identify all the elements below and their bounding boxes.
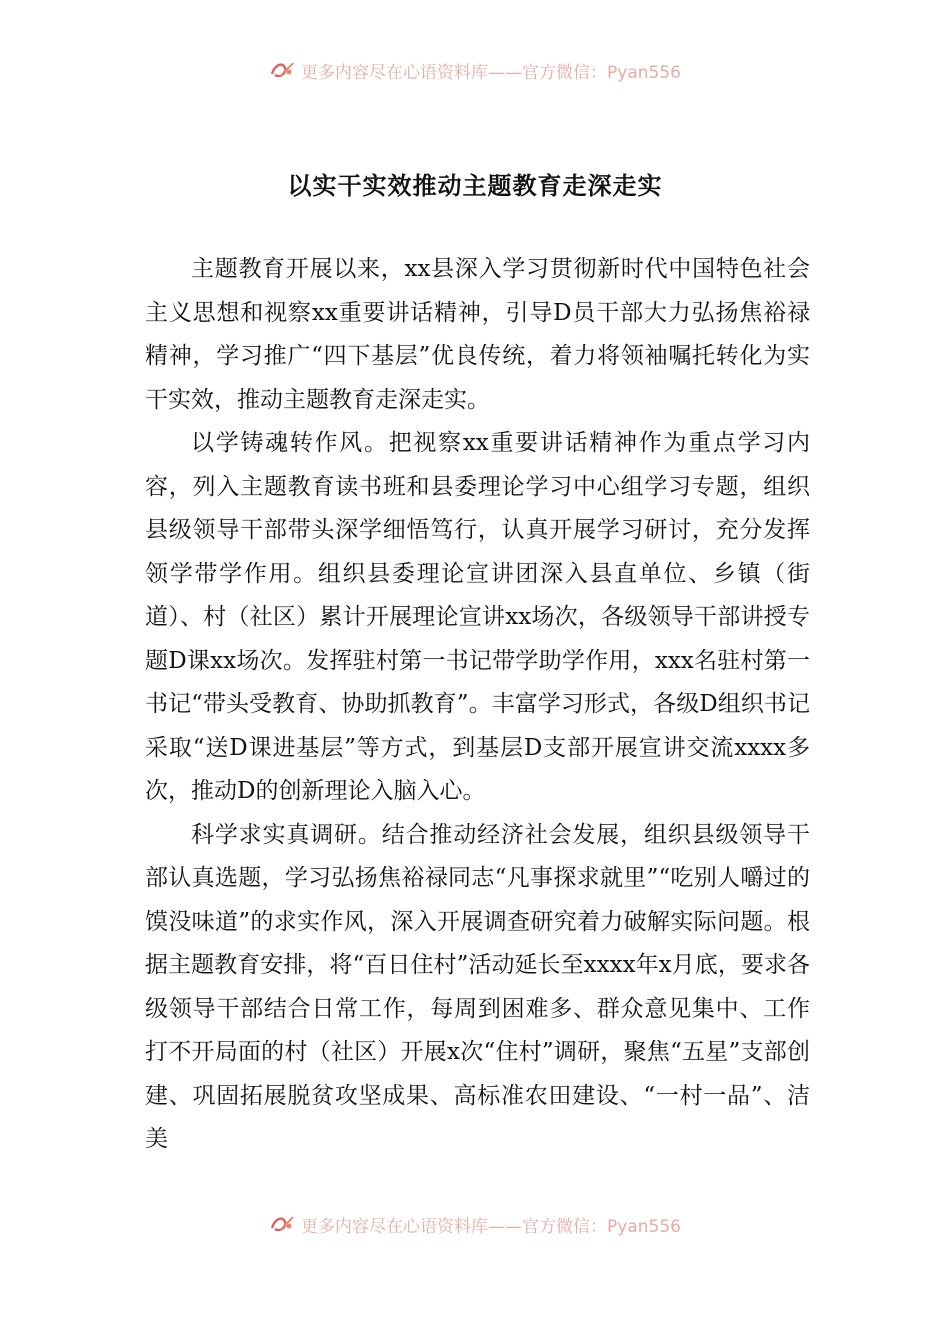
document-title: 以实干实效推动主题教育走深走实 (287, 171, 663, 200)
document-body (145, 248, 810, 1162)
watermark-text: 更多内容尽在心语资料库——官方微信：Pyan556 (301, 1216, 681, 1237)
watermark-footer (0, 1212, 950, 1236)
watermark-header (0, 58, 950, 82)
logo-icon (269, 1214, 295, 1234)
paragraph-research: 科学求实真调研。结合推动经济社会发展，组织县级领导干部认真选题，学习弘扬焦裕禄同志“凡事探求就里”“吃别人嚼过的馍没味道”的求实作风，深入开展调查研究着力破解实际问题。根据主题教育安排，将“百日住村”活动延长至xxxx年x月底，要求各级领导干部结合日常工作，每周到困难多、群众意见集中、工作打不开局面的村（社区）开展x次“住村”调研，聚焦“五星”支部创建、巩固拓展脱贫攻坚成果、高标准农田建设、“一村一品”、洁美 (145, 821, 810, 1152)
logo-icon (269, 60, 295, 80)
watermark-text: 更多内容尽在心语资料库——官方微信：Pyan556 (301, 62, 681, 83)
paragraph-study: 以学铸魂转作风。把视察xx重要讲话精神作为重点学习内容，列入主题教育读书班和县委理论学习中心组学习专题，组织县级领导干部带头深学细悟笃行，认真开展学习研讨，充分发挥领学带学作用。组织县委理论宣讲团深入县直单位、乡镇（街道）、村（社区）累计开展理论宣讲xx场次，各级领导干部讲授专题D课xx场次。发挥驻村第一书记带学助学作用，xxx名驻村第一书记“带头受教育、协助抓教育”。丰富学习形式，各级D组织书记采取“送D课进基层”等方式，到基层D支部开展宣讲交流xxxx多次，推动D的创新理论入脑入心。 (145, 430, 810, 804)
paragraph-intro: 主题教育开展以来，xx县深入学习贯彻新时代中国特色社会主义思想和视察xx重要讲话精神，引导D员干部大力弘扬焦裕禄精神，学习推广“四下基层”优良传统，着力将领袖嘱托转化为实干实效，推动主题教育走深走实。 (145, 256, 810, 413)
